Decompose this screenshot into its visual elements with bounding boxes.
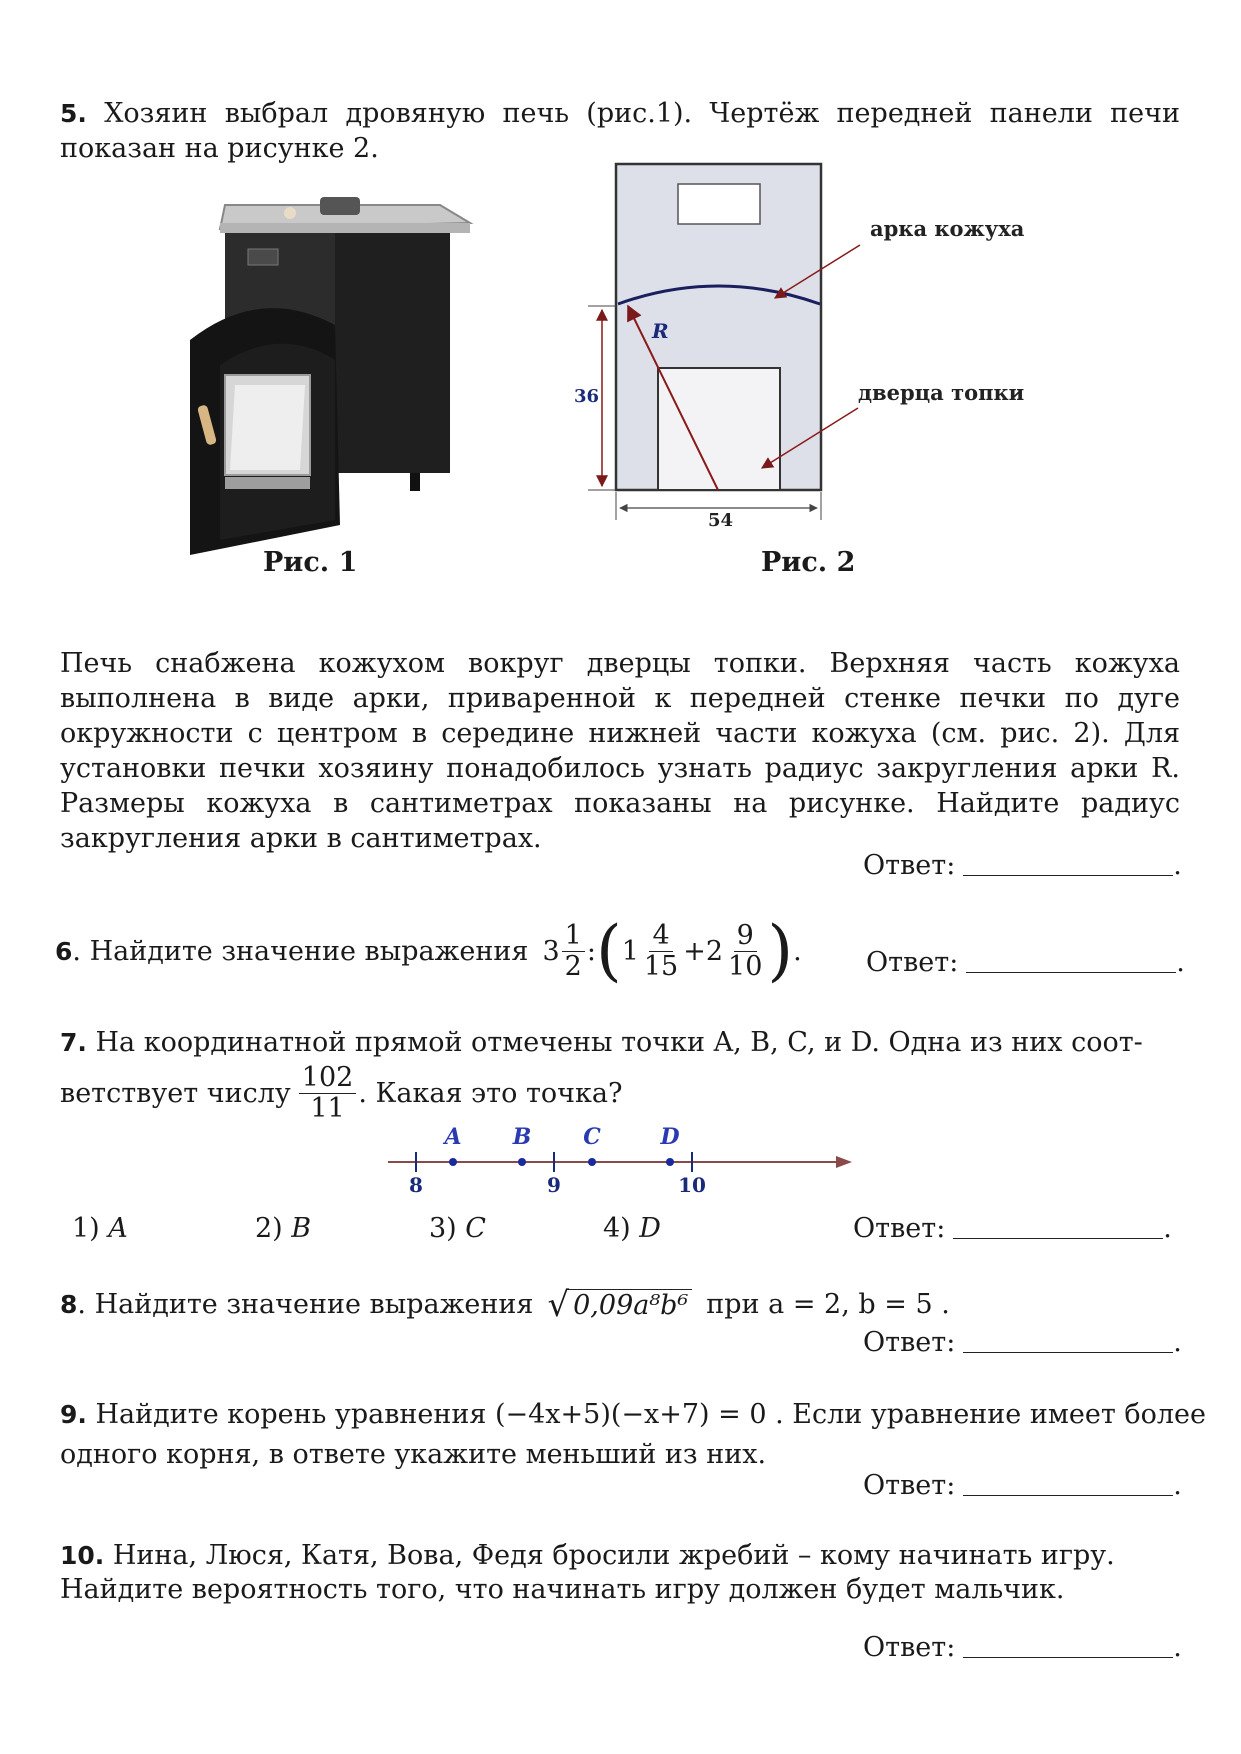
q7-option-2[interactable] — [255, 1213, 311, 1244]
q7-option-4[interactable] — [603, 1213, 661, 1244]
q9-text1: Найдите корень уравнения (−4x+5)(−x+7) = 0 . Если уравнение имеет более — [95, 1399, 1206, 1430]
q8-answer: Ответ: . — [863, 1327, 1182, 1358]
fig1-caption: Рис. 1 — [263, 547, 358, 578]
q9-answer-label: Ответ: — [863, 1470, 956, 1501]
q7-option-number: 1) — [72, 1213, 109, 1244]
q8-answer-label: Ответ: — [863, 1327, 956, 1358]
q7-text2b: . Какая это точка? — [358, 1078, 623, 1109]
q7-option-number: 3) — [429, 1213, 466, 1244]
point-label-B: B — [512, 1124, 532, 1150]
point-label-A: A — [444, 1124, 462, 1150]
q8-number: 8 — [60, 1290, 78, 1319]
q7-option-number: 2) — [255, 1213, 292, 1244]
q10-line1 — [60, 1538, 1180, 1573]
q5-text: Хозяин выбрал дровяную печь (рис.1). Чертёж передней панели печи показан на рисунке 2. — [60, 98, 1180, 164]
q7-option-1[interactable] — [72, 1213, 128, 1244]
point-label-C: C — [583, 1124, 601, 1150]
stove-photo — [180, 185, 480, 585]
tick-label-10: 10 — [678, 1173, 706, 1197]
q6-answer-field[interactable] — [966, 972, 1176, 973]
point-B — [518, 1158, 526, 1166]
q7-option-value: D — [639, 1213, 661, 1244]
q9-number: 9. — [60, 1400, 87, 1429]
q5-number: 5. — [60, 99, 87, 128]
q10-number: 10. — [60, 1541, 105, 1570]
q9-answer-field[interactable] — [963, 1495, 1173, 1496]
door-label: дверца топки — [858, 380, 1025, 405]
height-dimension: 36 — [574, 386, 600, 407]
q8-answer-field[interactable] — [963, 1352, 1173, 1353]
q6-text: . Найдите значение выражения — [72, 935, 529, 967]
q7-option-3[interactable] — [429, 1213, 486, 1244]
q7-option-value: B — [291, 1213, 312, 1244]
q10-answer-label: Ответ: — [863, 1632, 956, 1663]
q7-option-value: C — [465, 1213, 486, 1244]
q8-text: . Найдите значение выражения — [77, 1289, 534, 1320]
q5-answer-field[interactable] — [963, 875, 1173, 876]
point-C — [588, 1158, 596, 1166]
q8-statement — [60, 1284, 950, 1325]
q7-option-value: A — [108, 1213, 128, 1244]
tick-label-9: 9 — [547, 1173, 561, 1197]
q7-number: 7. — [60, 1028, 87, 1057]
q6-number: 6 — [55, 936, 73, 966]
tick-label-8: 8 — [409, 1173, 423, 1197]
point-label-D: D — [660, 1124, 680, 1150]
q5-statement — [60, 96, 1180, 166]
q6-answer-label: Ответ: — [866, 947, 959, 978]
q5-answer-label: Ответ: — [863, 850, 956, 881]
q7-line2 — [60, 1063, 622, 1124]
stove-panel-drawing — [574, 160, 1050, 540]
q8-condition: при a = 2, b = 5 . — [706, 1289, 950, 1320]
q7-answer: Ответ: . — [853, 1213, 1172, 1244]
q7-answer-field[interactable] — [953, 1238, 1163, 1239]
number-line — [380, 1120, 860, 1200]
q6-statement — [55, 912, 815, 989]
q5-answer: Ответ: . — [863, 850, 1182, 881]
q7-fraction: $\frac{102}{11}$ — [299, 1063, 357, 1124]
q9-line1 — [60, 1397, 1206, 1432]
point-D — [666, 1158, 674, 1166]
q6-answer: Ответ: . — [866, 947, 1185, 978]
q10-answer-field[interactable] — [963, 1657, 1173, 1658]
arch-label: арка кожуха — [870, 216, 1025, 241]
q10-answer: Ответ: . — [863, 1632, 1182, 1663]
q7-option-number: 4) — [603, 1213, 640, 1244]
q7-line1 — [60, 1025, 1180, 1060]
q9-text2: одного корня, в ответе укажите меньший из них. — [60, 1439, 767, 1470]
point-A — [449, 1158, 457, 1166]
q9-answer: Ответ: . — [863, 1470, 1182, 1501]
q7-answer-label: Ответ: — [853, 1213, 946, 1244]
q7-text1: На координатной прямой отмечены точки A, B, C, и D. Одна из них соот- — [95, 1027, 1143, 1058]
fig2-caption: Рис. 2 — [761, 547, 856, 578]
q8-radicand: 0,09a⁸b⁶ — [569, 1289, 692, 1322]
width-dimension: 54 — [708, 510, 734, 531]
q5-body: Печь снабжена кожухом вокруг дверцы топки. Верхняя часть кожуха выполнена в виде арки, приваренной к передней стенке печки по дуге окружности с центром в середине нижней части кожуха (см. рис. 2). Для установки печки хозяину понадобилось узнать радиус закругления арки R. Размеры кожуха в сантиметрах показаны на рисунке. Найдите радиус закругления арки в сантиметрах. — [60, 648, 1180, 854]
q6-expression: 3 $\frac{1}{2}$ : ( 1 $\frac{4}{15}$ + 2 $\frac{9}{10}$ ) . — [542, 912, 802, 989]
radius-label: R — [652, 319, 669, 343]
q10-text2: Найдите вероятность того, что начинать игру должен будет мальчик. — [60, 1574, 1065, 1605]
q10-text1: Нина, Люся, Катя, Вова, Федя бросили жребий – кому начинать игру. — [112, 1540, 1115, 1571]
q7-text2a: ветствует числу — [60, 1078, 291, 1109]
q8-radical: √ 0,09a⁸b⁶ — [547, 1288, 692, 1322]
